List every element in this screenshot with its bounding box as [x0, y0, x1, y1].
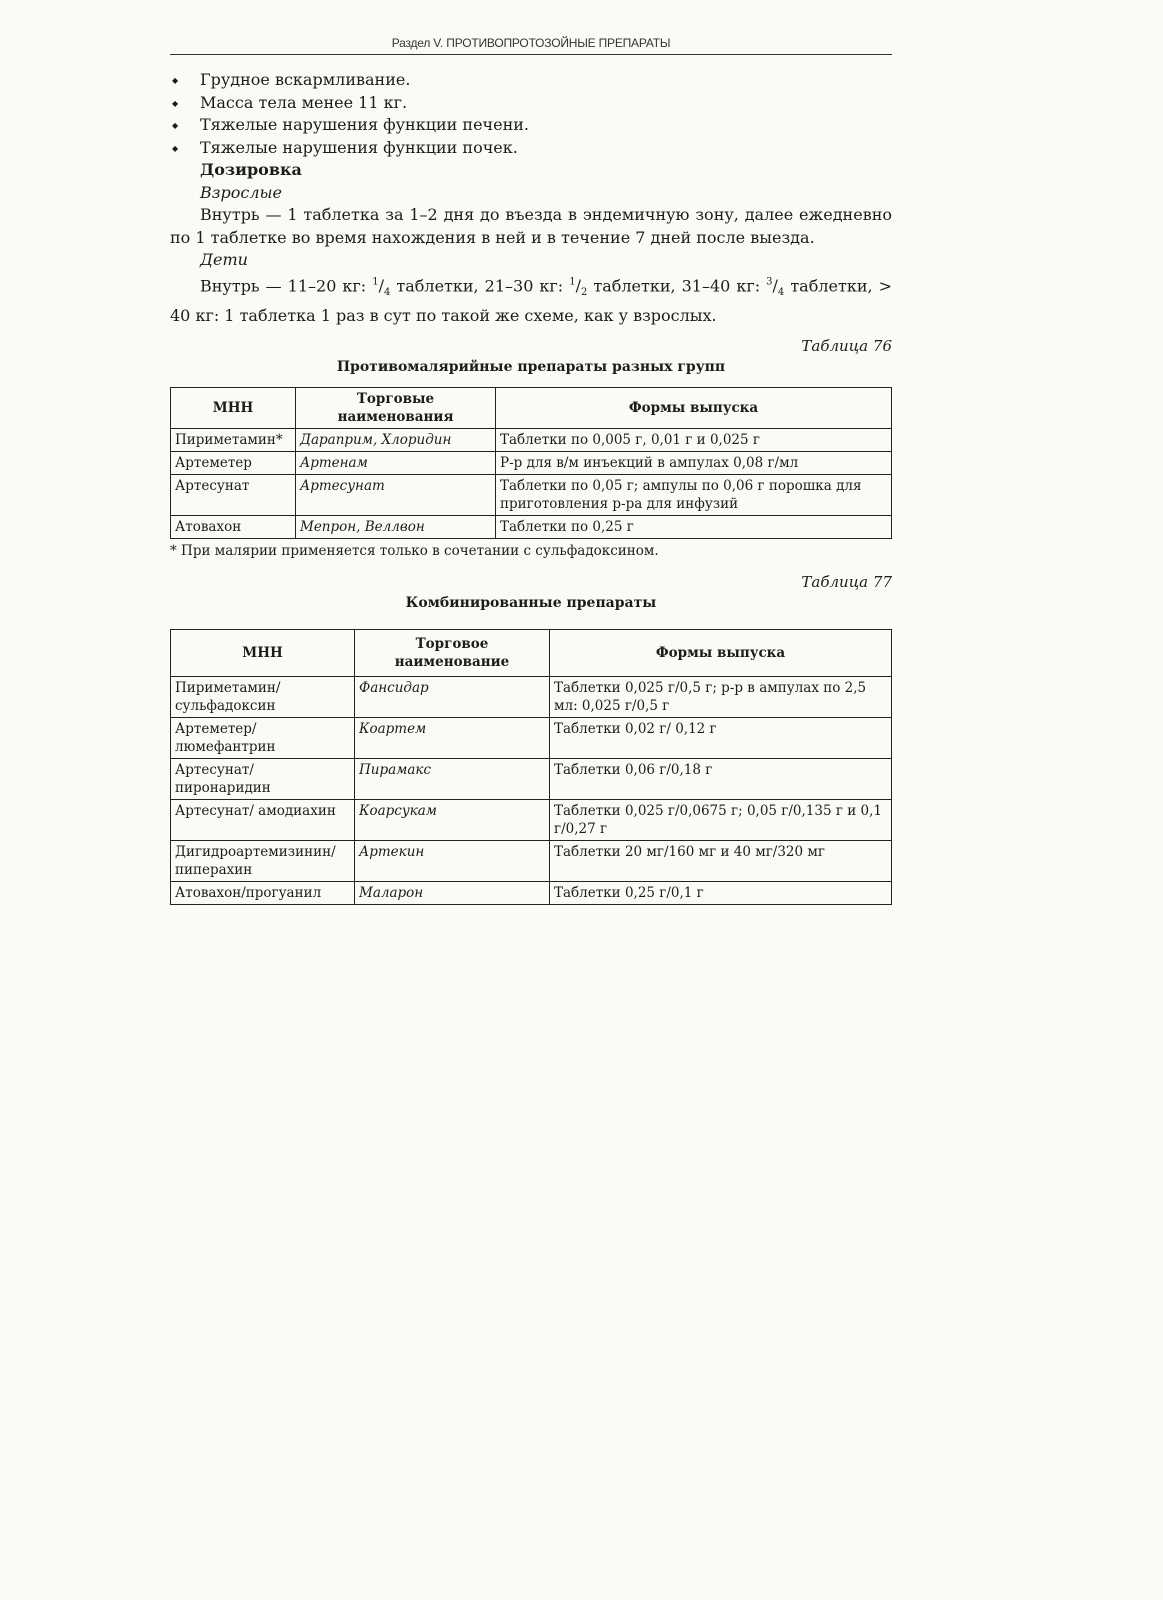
table-cell: Маларон: [355, 882, 550, 905]
table-row: [171, 452, 892, 475]
table-cell: Таблетки по 0,005 г, 0,01 г и 0,025 г: [496, 429, 892, 452]
table-cell: Таблетки 0,025 г/0,0675 г; 0,05 г/0,135 г и 0,1 г/0,27 г: [550, 800, 892, 841]
table-row: [171, 475, 892, 516]
table-row: [171, 882, 892, 905]
list-item: ◆ Масса тела менее 11 кг.: [200, 92, 892, 115]
table-cell: Дигидроартемизинин/ пиперахин: [171, 841, 355, 882]
column-header: Формы выпуска: [496, 388, 892, 429]
table-header-row: [171, 630, 892, 677]
table-cell: Атовахон: [171, 516, 296, 539]
column-header: МНН: [171, 388, 296, 429]
table-cell: Таблетки по 0,25 г: [496, 516, 892, 539]
table-row: [171, 429, 892, 452]
document-page: [170, 36, 892, 905]
table-row: [171, 841, 892, 882]
list-item: ◆ Тяжелые нарушения функции почек.: [200, 137, 892, 160]
adults-dosage-text: Внутрь — 1 таблетка за 1–2 дня до въезда в эндемичную зону, далее ежедневно по 1 таблетке во время нахождения в ней и в течение 7 дней после выезда.: [170, 205, 892, 247]
fraction-one-half: $^1/_2$: [569, 275, 588, 299]
table-77-title: Комбинированные препараты: [405, 595, 657, 612]
table-76-title: Противомалярийные препараты разных групп: [336, 359, 726, 376]
table-cell: Коарсукам: [355, 800, 550, 841]
table-cell: Таблетки 0,25 г/0,1 г: [550, 882, 892, 905]
table-row: [171, 718, 892, 759]
table-cell: Пириметамин/ сульфадоксин: [171, 677, 355, 718]
table-row: [171, 677, 892, 718]
table-cell: Мепрон, Веллвон: [296, 516, 496, 539]
table-76-caption: Таблица 76: [801, 337, 892, 356]
table-cell: Р-р для в/м инъекций в ампулах 0,08 г/мл: [496, 452, 892, 475]
dosage-heading: Дозировка: [200, 160, 302, 179]
table-row: [171, 759, 892, 800]
contraindications-list: [170, 69, 892, 159]
table-row: [171, 800, 892, 841]
table-76-footnote: * При малярии применяется только в сочетании с сульфадоксином.: [170, 543, 659, 560]
list-item: ◆ Тяжелые нарушения функции печени.: [200, 114, 892, 137]
table-cell: Таблетки 0,06 г/0,18 г: [550, 759, 892, 800]
table-cell: Пирамакс: [355, 759, 550, 800]
table-cell: Артесунат: [296, 475, 496, 516]
fraction-three-quarters: $^3/_4$: [766, 275, 785, 299]
list-item: ◆ Грудное вскармливание.: [200, 69, 892, 92]
column-header: Формы выпуска: [550, 630, 892, 677]
table-cell: Артесунат/ пиронаридин: [171, 759, 355, 800]
table-cell: Артенам: [296, 452, 496, 475]
table-cell: Атовахон/прогуанил: [171, 882, 355, 905]
running-header: Раздел V. ПРОТИВОПРОТОЗОЙНЫЕ ПРЕПАРАТЫ: [170, 36, 892, 55]
adults-subheading: Взрослые: [200, 182, 283, 202]
table-cell: Артеметер: [171, 452, 296, 475]
table-cell: Таблетки 20 мг/160 мг и 40 мг/320 мг: [550, 841, 892, 882]
table-cell: Таблетки 0,025 г/0,5 г; р-р в ампулах по 2,5 мл: 0,025 г/0,5 г: [550, 677, 892, 718]
table-cell: Коартем: [355, 718, 550, 759]
children-dosage-text: Внутрь — 11–20 кг: $^1/_4$ таблетки, 21–30 кг: $^1/_2$ таблетки, 31–40 кг: $^3/_4$ таблетки, > 40 кг: 1 таблетка 1 раз в сут по такой же схеме, как у взрослых.: [170, 275, 892, 325]
table-cell: Таблетки по 0,05 г; ампулы по 0,06 г порошка для приготовления р-ра для инфузий: [496, 475, 892, 516]
table-header-row: [171, 388, 892, 429]
column-header: Торговые наименования: [296, 388, 496, 429]
table-cell: Артеметер/ люмефантрин: [171, 718, 355, 759]
column-header: МНН: [171, 630, 355, 677]
antimalarial-table: [170, 387, 892, 539]
table-row: [171, 516, 892, 539]
table-cell: Артекин: [355, 841, 550, 882]
table-cell: Фансидар: [355, 677, 550, 718]
column-header: Торговое наименование: [355, 630, 550, 677]
table-cell: Пириметамин*: [171, 429, 296, 452]
table-cell: Артесунат/ амодиахин: [171, 800, 355, 841]
fraction-one-quarter: $^1/_4$: [372, 275, 391, 299]
table-cell: Дараприм, Хлоридин: [296, 429, 496, 452]
table-77-caption: Таблица 77: [801, 573, 892, 592]
combination-drugs-table: [170, 629, 892, 905]
table-cell: Таблетки 0,02 г/ 0,12 г: [550, 718, 892, 759]
children-subheading: Дети: [200, 250, 248, 269]
table-cell: Артесунат: [171, 475, 296, 516]
